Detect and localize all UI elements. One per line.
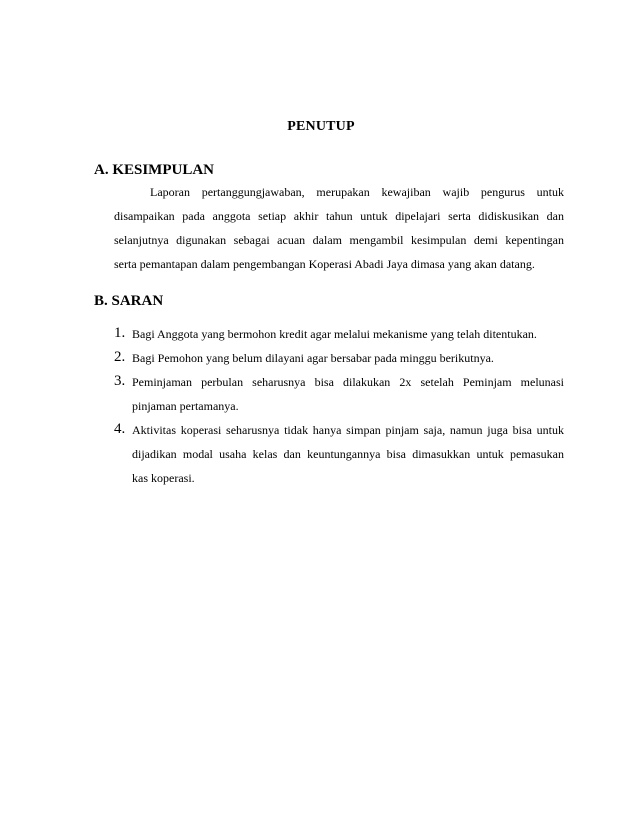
saran-list	[114, 322, 564, 490]
page-title: PENUTUP	[287, 119, 355, 134]
section-heading-kesimpulan: A. KESIMPULAN	[94, 162, 215, 178]
list-item-line: Peminjaman perbulan seharusnya bisa dilakukan 2x setelah Peminjam melunasi	[132, 375, 564, 389]
list-item-number: 3.	[114, 373, 126, 389]
kesimpulan-paragraph	[114, 180, 564, 276]
list-item-number: 1.	[114, 325, 126, 341]
list-item	[114, 370, 564, 418]
list-item-line: pinjaman pertamanya.	[132, 399, 239, 413]
list-item-line: Aktivitas koperasi seharusnya tidak hanya simpan pinjam saja, namun juga bisa untuk	[132, 423, 564, 437]
list-item-line: Bagi Anggota yang bermohon kredit agar melalui mekanisme yang telah ditentukan.	[132, 327, 537, 341]
list-item	[114, 418, 564, 490]
paragraph-line: serta pemantapan dalam pengembangan Koperasi Abadi Jaya dimasa yang akan datang.	[114, 257, 535, 271]
list-item	[114, 322, 564, 346]
list-item	[114, 346, 564, 370]
section-heading-saran: B. SARAN	[94, 293, 164, 309]
paragraph-line: selanjutnya digunakan sebagai acuan dalam mengambil kesimpulan demi kepentingan	[114, 233, 564, 247]
list-item-number: 2.	[114, 349, 126, 365]
list-item-number: 4.	[114, 421, 126, 437]
paragraph-line: disampaikan pada anggota setiap akhir tahun untuk dipelajari serta didiskusikan dan	[114, 209, 564, 223]
list-item-line: Bagi Pemohon yang belum dilayani agar bersabar pada minggu berikutnya.	[132, 351, 494, 365]
paragraph-line: Laporan pertanggungjawaban, merupakan kewajiban wajib pengurus untuk	[150, 185, 564, 199]
list-item-line: kas koperasi.	[132, 471, 195, 485]
list-item-line: dijadikan modal usaha kelas dan keuntungannya bisa dimasukkan untuk pemasukan	[132, 447, 564, 461]
